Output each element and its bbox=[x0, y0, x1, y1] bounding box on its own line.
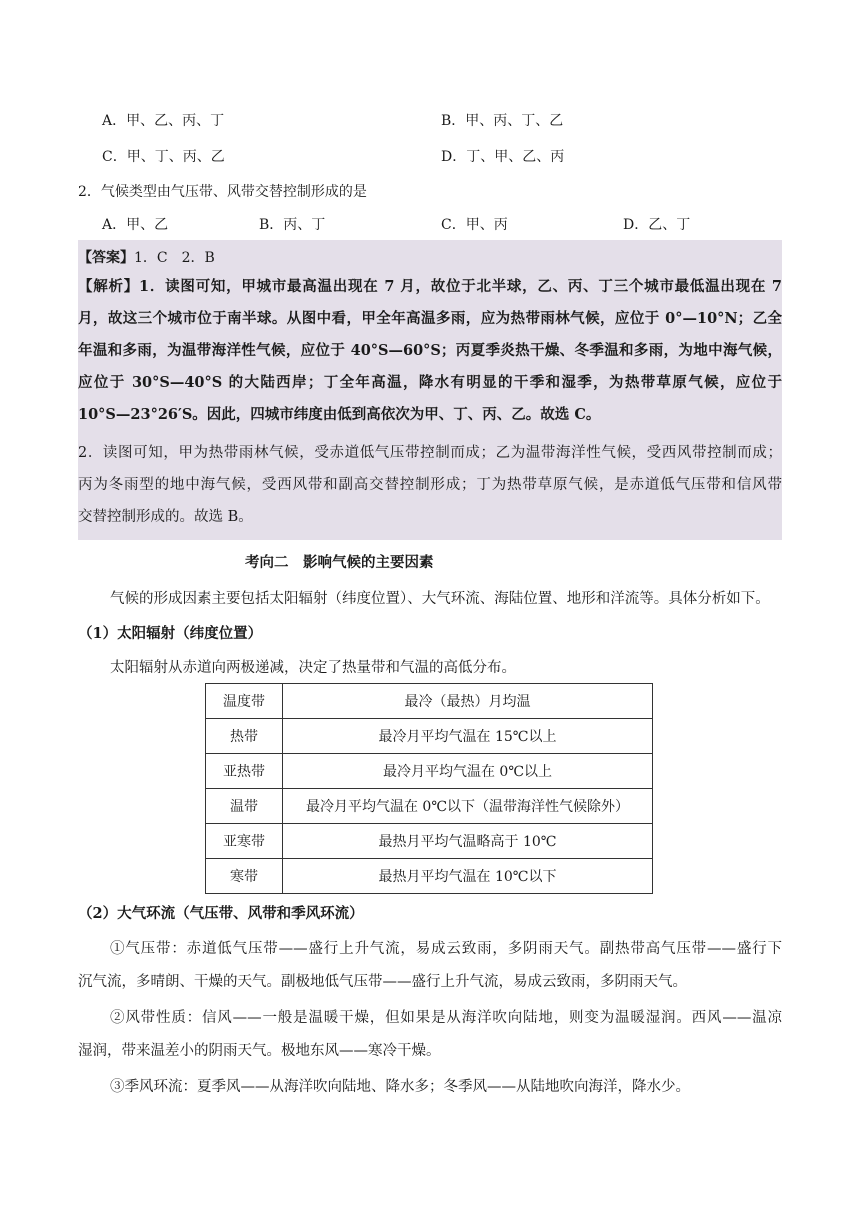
table-cell-zone: 温带 bbox=[206, 789, 283, 824]
analysis-line-1: 【解析】1．读图可知，甲城市最高温出现在 7 月，故位于北半球，乙、丙、丁三个城市最低温出现在 7 bbox=[78, 278, 783, 295]
analysis-line-4: 应位于 30°S—40°S 的大陆西岸；丁全年高温，降水有明显的干季和湿季，为热带草原气候，应位于 bbox=[78, 374, 782, 391]
pressure-belt-line-2: 沉气流，多晴朗、干燥的天气。副极地低气压带——盛行上升气流，易成云致雨，多阴雨天气。 bbox=[78, 974, 687, 990]
section-intro: 气候的形成因素主要包括太阳辐射（纬度位置）、大气环流、海陆位置、地形和洋流等。具体分析如下。 bbox=[110, 591, 770, 607]
analysis-line-2: 月，故这三个城市位于南半球。从图中看，甲全年高温多雨，应为热带雨林气候，应位于 0°—10°N；乙全 bbox=[78, 310, 782, 327]
section-title: 考向二 影响气候的主要因素 bbox=[245, 554, 434, 571]
analysis-p2-line-3: 交替控制形成的。故选 B。 bbox=[78, 509, 253, 525]
q1-option-c: C．甲、丁、丙、乙 bbox=[102, 149, 225, 165]
table-cell-temp: 最热月平均气温在 10℃以下 bbox=[283, 859, 653, 894]
heading-atmospheric-circulation: （2）大气环流（气压带、风带和季风环流） bbox=[78, 905, 364, 922]
q1-option-d: D．丁、甲、乙、丙 bbox=[441, 149, 565, 165]
table-cell-zone: 亚热带 bbox=[206, 754, 283, 789]
table-row bbox=[206, 789, 653, 824]
table-cell-temp: 最冷月平均气温在 0℃以下（温带海洋性气候除外） bbox=[283, 789, 653, 824]
q2-option-d: D．乙、丁 bbox=[623, 217, 691, 233]
q2-option-c: C．甲、丙 bbox=[441, 217, 508, 233]
answer-line bbox=[78, 247, 215, 267]
table-cell-zone: 热带 bbox=[206, 719, 283, 754]
q2-option-b: B．丙、丁 bbox=[259, 217, 326, 233]
heading-solar-radiation: （1）太阳辐射（纬度位置） bbox=[78, 625, 263, 642]
q2-option-a: A．甲、乙 bbox=[102, 217, 169, 233]
analysis-line-3: 年温和多雨，为温带海洋性气候，应位于 40°S—60°S；丙夏季炎热干燥、冬季温和多雨，为地中海气候， bbox=[78, 342, 782, 359]
table-cell-zone: 亚寒带 bbox=[206, 824, 283, 859]
answer-text: 1．C 2．B bbox=[134, 250, 215, 266]
table-header-cell: 最冷（最热）月均温 bbox=[283, 684, 653, 719]
wind-belt-line-1: ②风带性质：信风——一般是温暖干燥，但如果是从海洋吹向陆地，则变为温暖湿润。西风——温凉 bbox=[110, 1010, 782, 1026]
table-cell-temp: 最冷月平均气温在 15℃以上 bbox=[283, 719, 653, 754]
wind-belt-line-2: 湿润，带来温差小的阴雨天气。极地东风——寒冷干燥。 bbox=[78, 1043, 441, 1059]
q1-option-b: B．甲、丙、丁、乙 bbox=[441, 113, 564, 129]
table-header-row bbox=[206, 684, 653, 719]
table-cell-zone: 寒带 bbox=[206, 859, 283, 894]
analysis-line-5: 10°S—23°26′S。因此，四城市纬度由低到高依次为甲、丁、丙、乙。故选 C。 bbox=[78, 406, 601, 423]
solar-radiation-text: 太阳辐射从赤道向两极递减，决定了热量带和气温的高低分布。 bbox=[110, 660, 516, 676]
table-cell-temp: 最冷月平均气温在 0℃以上 bbox=[283, 754, 653, 789]
temperature-zone-table bbox=[205, 683, 653, 894]
table-cell-temp: 最热月平均气温略高于 10℃ bbox=[283, 824, 653, 859]
table-row bbox=[206, 824, 653, 859]
table-header-cell: 温度带 bbox=[206, 684, 283, 719]
q1-option-a: A．甲、乙、丙、丁 bbox=[102, 113, 225, 129]
analysis-p2-line-1: 2．读图可知，甲为热带雨林气候，受赤道低气压带控制而成；乙为温带海洋性气候，受西风带控制而成； bbox=[78, 445, 782, 461]
monsoon-line-1: ③季风环流：夏季风——从海洋吹向陆地、降水多；冬季风——从陆地吹向海洋，降水少。 bbox=[110, 1079, 690, 1095]
table-row bbox=[206, 859, 653, 894]
table-row bbox=[206, 754, 653, 789]
analysis-p2-line-2: 丙为冬雨型的地中海气候，受西风带和副高交替控制形成；丁为热带草原气候，是赤道低气压带和信风带 bbox=[78, 477, 782, 493]
analysis-label: 【解析】 bbox=[78, 278, 139, 295]
table-row bbox=[206, 719, 653, 754]
q2-stem: 2．气候类型由气压带、风带交替控制形成的是 bbox=[78, 184, 367, 200]
pressure-belt-line-1: ①气压带：赤道低气压带——盛行上升气流，易成云致雨，多阴雨天气。副热带高气压带——盛行下 bbox=[110, 941, 782, 957]
answer-label: 【答案】 bbox=[78, 250, 134, 266]
